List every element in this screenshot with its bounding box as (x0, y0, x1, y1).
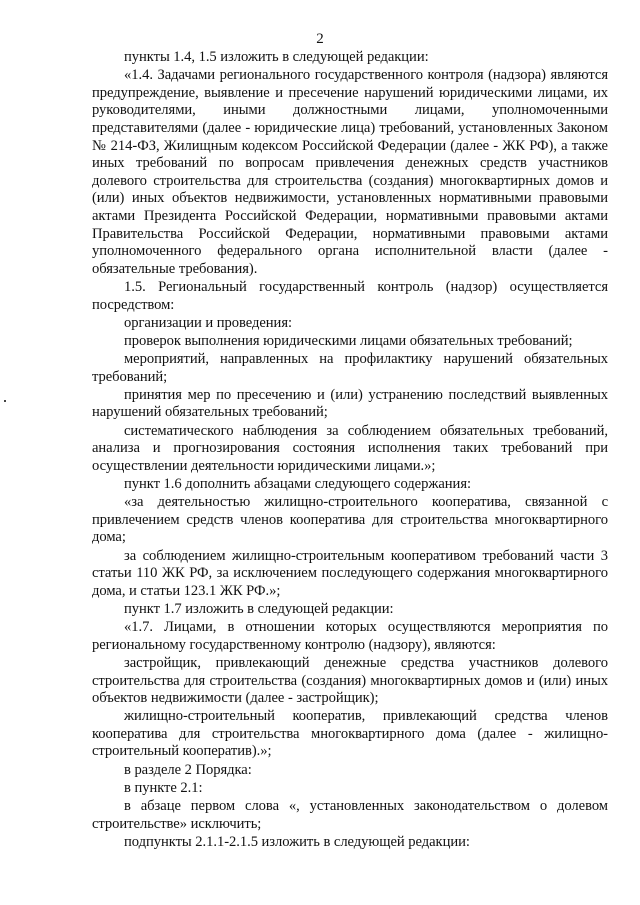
paragraph: 1.5. Региональный государственный контроль (надзор) осуществляется посредством: (92, 278, 608, 313)
paragraph: «1.4. Задачами регионального государственного контроля (надзора) являются предупреждение, выявление и пресечение нарушений юридическими лицами, их руководителями, иными должностными лицами, уполномоченными представителями (далее - юридические лица) требований, установленных Законом № 214-ФЗ, Жилищным кодексом Российской Федерации (далее - ЖК РФ), а также иных требований по вопросам привлечения денежных средств участников долевого строительства для строительства (создания) многоквартирных домов и (или) иных объектов недвижимости, установленных нормативными правовыми актами Президента Российской Федерации, нормативными правовыми актами Правительства Российской Федерации, нормативными правовыми актами уполномоченного федерального органа исполнительной власти (далее - обязательные требования). (92, 67, 608, 277)
paragraph: пункт 1.6 дополнить абзацами следующего содержания: (124, 476, 471, 492)
paragraph: пункт 1.7 изложить в следующей редакции: (124, 600, 394, 617)
paragraph: в пункте 2.1: (124, 779, 203, 796)
paragraph: в абзаце первом слова «, установленных законодательством о долевом строительстве» исключить; (92, 798, 608, 832)
paragraph: подпункты 2.1.1-2.1.5 изложить в следующей редакции: (124, 833, 470, 850)
paragraph: жилищно-строительный кооператив, привлекающий средства членов кооператива для строительства многоквартирного дома (далее - жилищно-строительный кооператив).»; (92, 708, 608, 760)
paragraph: систематического наблюдения за соблюдением обязательных требований, анализа и прогнозирования состояния исполнения таких требований при осуществлении деятельности юридическими лицами.»; (92, 422, 608, 474)
paragraph: пункты 1.4, 1.5 изложить в следующей редакции: (124, 49, 429, 65)
paragraph: застройщик, привлекающий денежные средства участников долевого строительства для строительства (создания) многоквартирных домов и (или) иных объектов недвижимости (далее - застройщик); (92, 654, 608, 707)
paragraph: в разделе 2 Порядка: (124, 761, 252, 778)
margin-mark (4, 400, 6, 402)
paragraph: принятия мер по пресечению и (или) устранению последствий выявленных нарушений обязательных требований; (92, 386, 608, 421)
paragraph: «1.7. Лицами, в отношении которых осуществляются мероприятия по региональному государственному контролю (надзору), являются: (92, 619, 608, 653)
paragraph: за соблюдением жилищно-строительным кооперативом требований части 3 статьи 110 ЖК РФ, за исключением последующего содержания многоквартирного дома, и статьи 123.1 ЖК РФ.»; (92, 547, 608, 599)
paragraph: «за деятельностью жилищно-строительного кооператива, связанной с привлечением средств членов кооператива для строительства многоквартирного дома; (92, 494, 608, 546)
document-body (92, 49, 608, 852)
page-number: 2 (316, 31, 324, 47)
paragraph: организации и проведения: (124, 314, 292, 331)
paragraph: мероприятий, направленных на профилактику нарушений обязательных требований; (92, 351, 608, 385)
paragraph: проверок выполнения юридическими лицами обязательных требований; (124, 332, 573, 349)
